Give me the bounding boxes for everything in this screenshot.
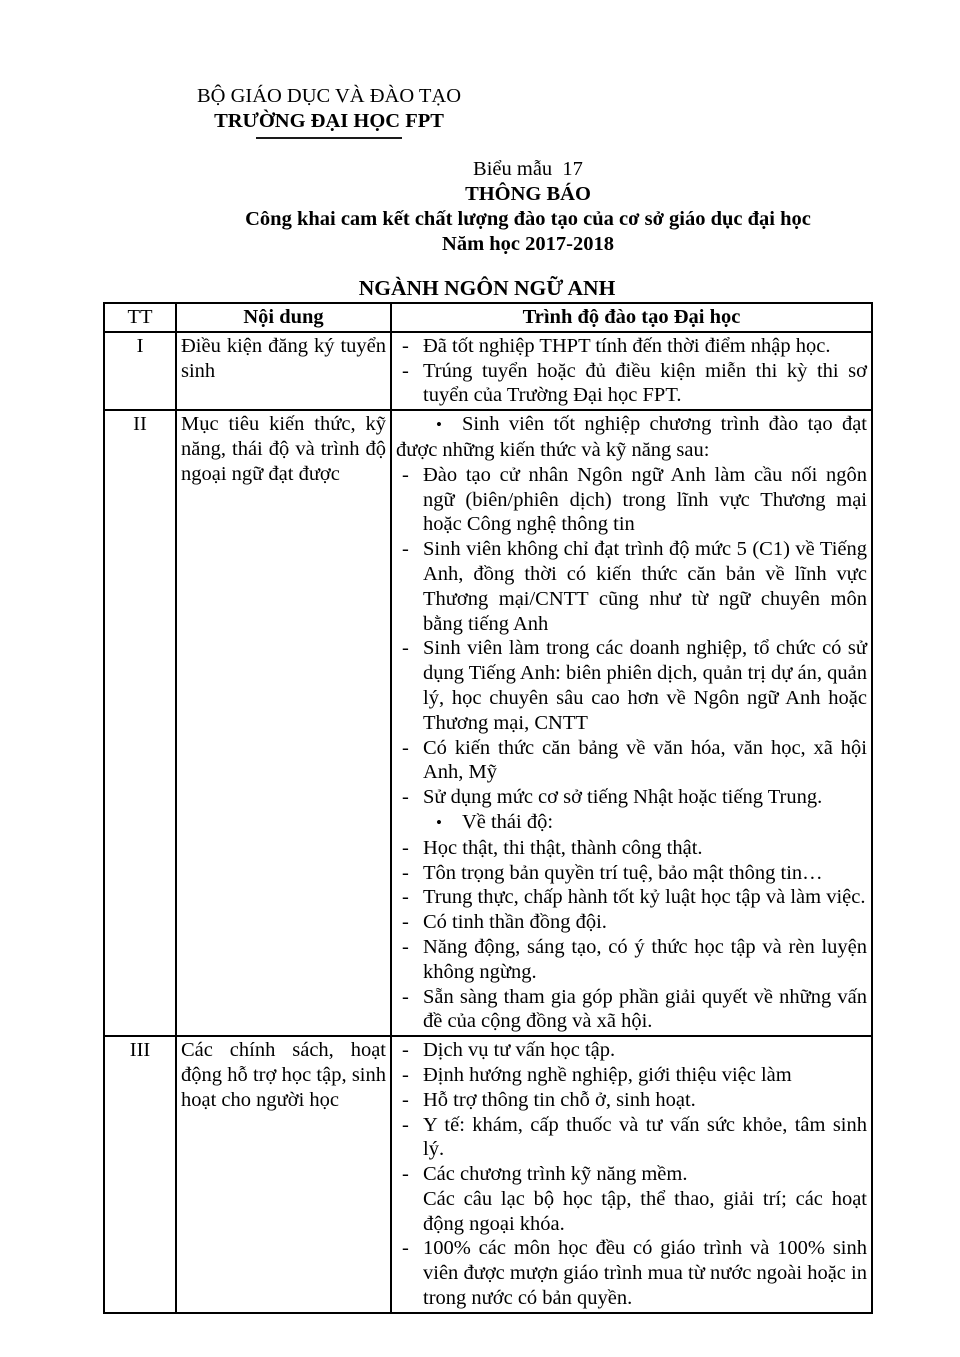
notice-subtitle: Công khai cam kết chất lượng đào tạo của cơ sở giáo dục đại học [245,208,811,230]
item-marker: • [436,812,442,832]
list-item [396,1113,867,1163]
table-row [104,410,872,1036]
row-number: II [104,410,176,1036]
list-item [396,785,867,810]
item-text: Có tinh thần đồng đội. [423,911,607,934]
list-item [396,885,867,910]
notice-title: THÔNG BÁO [465,183,591,205]
item-text: Học thật, thi thật, thành công thật. [423,836,703,859]
item-marker: - [402,334,409,357]
item-text: Trúng tuyển hoặc đủ điều kiện miễn thi kỳ thi sơ tuyển của Trường Đại học FPT. [423,359,867,407]
ministry-name: BỘ GIÁO DỤC VÀ ĐÀO TẠO [196,85,462,107]
item-marker: - [402,1163,409,1186]
item-marker: - [402,736,409,759]
row-details [391,332,872,410]
list-item [396,985,867,1035]
list-item [396,1088,867,1113]
item-marker: - [402,1039,409,1062]
list-item [396,636,867,735]
item-marker: • [436,415,442,435]
item-marker: - [402,911,409,934]
list-item [396,736,867,786]
agency-block [190,84,468,139]
row-details [391,1036,872,1313]
item-marker: - [402,786,409,809]
list-item [396,537,867,636]
row-details [391,410,872,1036]
item-text: Trung thực, chấp hành tốt kỷ luật học tập và làm việc. [423,886,866,909]
item-text: Hỗ trợ thông tin chỗ ở, sinh hoạt. [423,1088,696,1111]
major-title: NGÀNH NGÔN NGỮ ANH [358,276,616,300]
item-marker: - [402,935,409,958]
university-name: TRƯỜNG ĐẠI HỌC FPT [214,110,444,132]
item-text: Đào tạo cử nhân Ngôn ngữ Anh làm cầu nối ngôn ngữ (biên/phiên dịch) trong lĩnh vực Thương mại hoặc Công nghệ thông tin [423,463,867,536]
item-marker: - [402,861,409,884]
list-item [396,412,867,463]
col-header-topic: Nội dung [176,303,391,332]
item-marker: - [402,1088,409,1111]
commitment-table [103,302,873,1314]
item-text: Sẵn sàng tham gia góp phần giải quyết về những vấn đề của cộng đồng và xã hội. [423,985,867,1033]
item-text: Sinh viên không chỉ đạt trình độ mức 5 (C1) về Tiếng Anh, đồng thời có kiến thức căn bản về lĩnh vực Thương mại/CNTT cũng như từ ngữ chuyên môn bằng tiếng Anh [423,538,867,635]
col-header-level: Trình độ đào tạo Đại học [391,303,872,332]
item-marker: - [402,359,409,382]
item-text: Các câu lạc bộ học tập, thể thao, giải trí; các hoạt động ngoại khóa. [423,1187,867,1235]
item-text: Năng động, sáng tạo, có ý thức học tập và rèn luyện không ngừng. [423,935,867,983]
item-text: Dịch vụ tư vấn học tập. [423,1039,616,1062]
list-item [396,1162,867,1187]
row-number: III [104,1036,176,1313]
item-text: Có kiến thức căn bảng về văn hóa, văn học, xã hội Anh, Mỹ [423,736,867,784]
item-text: Đã tốt nghiệp THPT tính đến thời điểm nhập học. [423,334,831,357]
item-text: Sinh viên làm trong các doanh nghiệp, tổ chức có sử dụng Tiếng Anh: biên phiên dịch, quản trị dự án, quản lý, học chuyên sâu cao hơn về Ngôn ngữ Anh hoặc Thương mại, CNTT [423,637,867,734]
list-item [396,1063,867,1088]
item-text: Sử dụng mức cơ sở tiếng Nhật hoặc tiếng Trung. [423,786,823,809]
item-text: Định hướng nghề nghiệp, giới thiệu việc làm [423,1063,792,1086]
item-marker: - [402,538,409,561]
table-header-row [104,303,872,332]
col-header-tt: TT [104,303,176,332]
item-text: Về thái độ: [461,810,554,833]
item-marker: - [402,1063,409,1086]
list-item [396,1236,867,1310]
list-item [396,1038,867,1063]
form-number: Biểu mẫu 17 [473,158,583,180]
item-text: Các chương trình kỹ năng mềm. [423,1163,688,1186]
item-marker: - [402,985,409,1008]
list-item [396,334,867,359]
list-item [396,861,867,886]
row-topic: Mục tiêu kiến thức, kỹ năng, thái độ và trình độ ngoại ngữ đạt được [176,410,391,1036]
item-text: 100% các môn học đều có giáo trình và 100% sinh viên được mượn giáo trình mua từ nước ngoài hoặc in trong nước có bản quyền. [423,1237,867,1310]
item-marker: - [402,463,409,486]
academic-year: Năm học 2017-2018 [442,233,614,255]
list-item [396,810,867,836]
document-title-block [182,157,874,257]
list-item [396,910,867,935]
row-number: I [104,332,176,410]
item-marker: - [402,836,409,859]
item-marker: - [402,637,409,660]
item-marker: - [402,1237,409,1260]
list-item [396,359,867,409]
item-text: Sinh viên tốt nghiệp chương trình đào tạo đạt được những kiến thức và kỹ năng sau: [396,413,867,461]
list-item [396,1187,867,1237]
item-marker: - [402,886,409,909]
row-topic: Điều kiện đăng ký tuyển sinh [176,332,391,410]
item-text: Y tế: khám, cấp thuốc và tư vấn sức khỏe, tâm sinh lý. [423,1113,867,1161]
list-item [396,836,867,861]
item-marker: - [402,1113,409,1136]
row-topic: Các chính sách, hoạt động hỗ trợ học tập, sinh hoạt cho người học [176,1036,391,1313]
list-item [396,463,867,537]
table-row [104,332,872,410]
table-row [104,1036,872,1313]
item-text: Tôn trọng bản quyền trí tuệ, bảo mật thông tin… [423,861,823,884]
list-item [396,935,867,985]
university-underline [256,137,402,139]
